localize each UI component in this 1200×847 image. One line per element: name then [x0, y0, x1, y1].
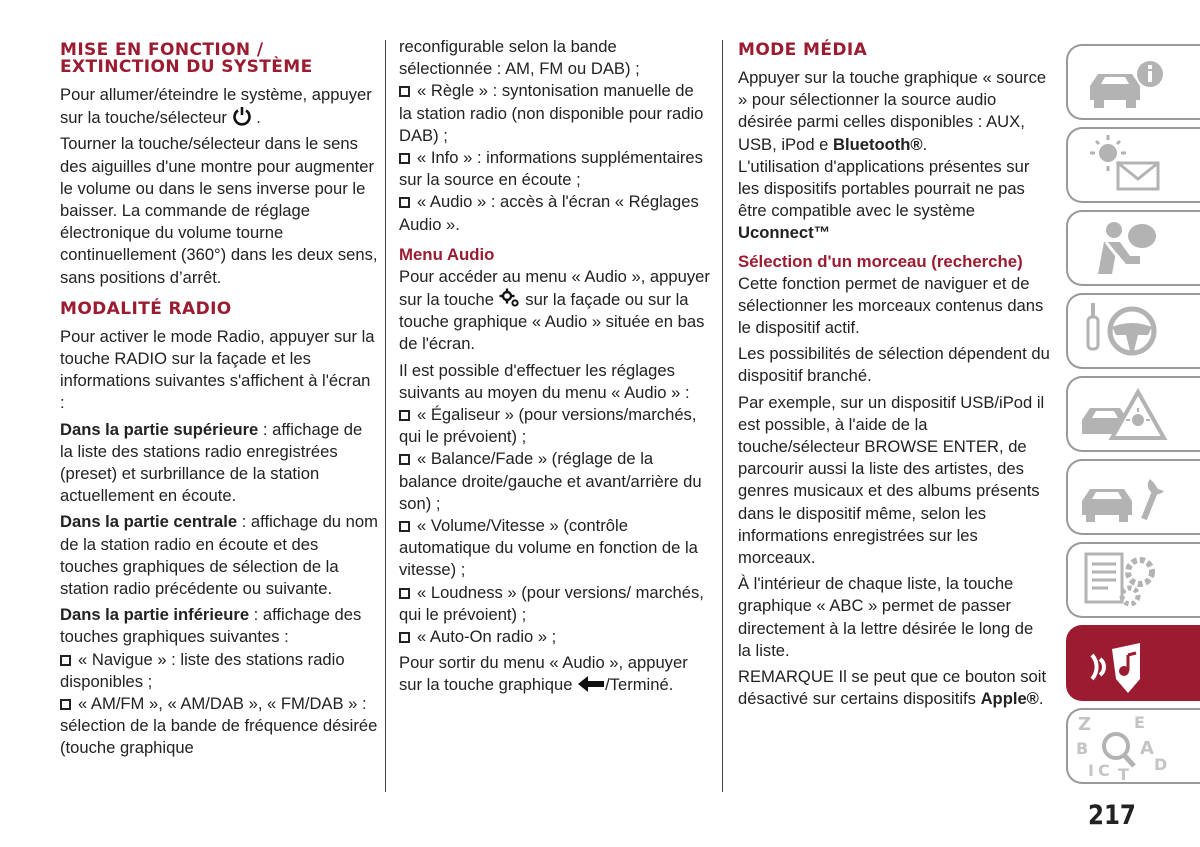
bullet-box-icon — [399, 197, 410, 208]
key-steering-icon — [1068, 295, 1200, 367]
warning-car-icon — [1068, 378, 1200, 450]
tab-warning[interactable] — [1066, 376, 1200, 452]
paragraph: reconfigurable selon la bande sélectionnée : AM, FM ou DAB) ; — [399, 37, 640, 79]
bullet-box-icon — [399, 410, 410, 421]
paragraph: Pour activer le mode Radio, appuyer sur la touche RADIO sur la façade et les informations suivantes s'affichent à l'écran : — [60, 326, 375, 413]
tab-lights-message[interactable] — [1066, 127, 1200, 203]
index-letter: E — [1134, 713, 1145, 732]
index-letter: C — [1098, 761, 1110, 780]
multimedia-icon — [1068, 627, 1200, 699]
tab-seat-airbag[interactable] — [1066, 210, 1200, 286]
heading-menu-audio: Menu Audio — [399, 244, 495, 264]
paragraph: Pour allumer/éteindre le système, appuyer sur la touche/sélecteur . — [60, 85, 372, 128]
column-divider — [722, 40, 723, 792]
bullet-box-icon — [399, 521, 410, 532]
index-letter: Z — [1078, 714, 1092, 735]
tab-car-info[interactable] — [1066, 44, 1200, 120]
paragraph: REMARQUE Il se peut que ce bouton soit désactivé sur certains dispositifs Apple®. — [738, 667, 1047, 709]
power-icon — [232, 106, 252, 126]
paragraph: Les possibilités de sélection dépendent du dispositif branché. — [738, 344, 1050, 386]
paragraph: Dans la partie centrale : affichage du nom de la station radio en écoute et des touches graphiques de sélection de la station radio précédente ou suivante. — [60, 512, 378, 599]
index-letters-icon — [1068, 710, 1200, 782]
column-3 — [738, 36, 1050, 714]
index-letter: A — [1140, 738, 1154, 759]
bullet-box-icon — [399, 454, 410, 465]
bullet-box-icon — [399, 632, 410, 643]
list-item: « Auto-On radio » ; — [399, 626, 711, 648]
list-item: « Règle » : syntonisation manuelle de la station radio (non disponible pour radio DAB) ; — [399, 81, 704, 145]
paragraph: Par exemple, sur un dispositif USB/iPod il est possible, à l'aide de la touche/sélecteur BROWSE ENTER, de parcourir aussi la liste des artistes, des genres musicaux et des albums présents dans le dispositif même, selon les informations enregistrées sur les morceaux. — [738, 392, 1045, 568]
column-divider — [385, 40, 386, 792]
paragraph: Il est possible d'effectuer les réglages suivants au moyen du menu « Audio » : — [399, 360, 690, 402]
chapter-tabs — [1066, 44, 1200, 791]
heading-track-selection: Sélection d'un morceau (recherche) — [738, 251, 1023, 271]
tab-key-steering[interactable] — [1066, 293, 1200, 369]
paragraph: Pour accéder au menu « Audio », appuyer sur la touche sur la façade ou sur la touche graphique « Audio » située en bas de l'écran. — [399, 266, 710, 354]
index-letter: T — [1118, 765, 1129, 782]
car-info-icon — [1068, 46, 1200, 118]
specs-gear-icon — [1068, 544, 1200, 616]
tab-multimedia[interactable] — [1066, 625, 1200, 701]
list-item: « Navigue » : liste des stations radio disponibles ; — [60, 649, 345, 691]
list-item: « Info » : informations supplémentaires sur la source en écoute ; — [399, 148, 703, 190]
paragraph: Appuyer sur la touche graphique « source » pour sélectionner la source audio désirée parmi celles disponibles : AUX, USB, iPod e Bluetooth®. — [738, 68, 1047, 154]
list-item: « Égaliseur » (pour versions/marchés, qui le prévoient) ; — [399, 405, 697, 447]
paragraph: Cette fonction permet de naviguer et de sélectionner les morceaux contenus dans le dispositif actif. — [738, 273, 1044, 338]
column-2 — [399, 36, 711, 701]
column-1 — [60, 36, 378, 760]
list-item: « AM/FM », « AM/DAB », « FM/DAB » : sélection de la bande de fréquence désirée (touche graphique — [60, 694, 378, 758]
list-item: « Loudness » (pour versions/ marchés, qui le prévoient) ; — [399, 582, 704, 624]
index-letter: B — [1076, 739, 1089, 758]
heading-power-on-off: MISE EN FONCTION / EXTINCTION DU SYSTÈME — [60, 40, 313, 77]
bullet-box-icon — [399, 86, 410, 97]
back-arrow-icon — [577, 675, 605, 693]
bullet-box-icon — [60, 655, 71, 666]
index-letter: I — [1088, 761, 1094, 780]
index-letter: D — [1154, 755, 1168, 774]
page-number: 217 — [1088, 800, 1136, 831]
paragraph: Dans la partie supérieure : affichage de la liste des stations radio enregistrées (preset) et surbrillance de la station actuellement en écoute. — [60, 419, 363, 506]
tab-index[interactable] — [1066, 708, 1200, 784]
heading-radio-mode: MODALITÉ RADIO — [60, 298, 232, 319]
bullet-box-icon — [399, 588, 410, 599]
paragraph: À l'intérieur de chaque liste, la touche graphique « ABC » permet de passer directement à la lettre désirée le long de la liste. — [738, 574, 1034, 660]
tab-car-service[interactable] — [1066, 459, 1200, 535]
bullet-box-icon — [60, 699, 71, 710]
paragraph: Tourner la touche/sélecteur dans le sens des aiguilles d'une montre pour augmenter le volume ou dans le sens inverse pour le baisser. La commande de réglage électronique du volume tourne continuellement (360°) dans les deux sens, sans positions d’arrêt. — [60, 134, 378, 287]
settings-gear-icon — [499, 288, 521, 308]
list-item: « Volume/Vitesse » (contrôle automatique du volume en fonction de la vitesse) ; — [399, 516, 698, 580]
list-item: « Balance/Fade » (réglage de la balance droite/gauche et avant/arrière du son) ; — [399, 449, 702, 513]
paragraph: Dans la partie inférieure : affichage des touches graphiques suivantes : — [60, 605, 362, 647]
lights-message-icon — [1068, 129, 1200, 201]
paragraph: Pour sortir du menu « Audio », appuyer sur la touche graphique /Terminé. — [399, 653, 688, 695]
bullet-box-icon — [399, 153, 410, 164]
heading-media-mode: MODE MÉDIA — [738, 40, 868, 60]
car-service-icon — [1068, 461, 1200, 533]
list-item: « Audio » : accès à l'écran « Réglages Audio ». — [399, 192, 699, 234]
tab-specs[interactable] — [1066, 542, 1200, 618]
paragraph: L'utilisation d'applications présentes sur les dispositifs portables pourrait ne pas être compatible avec le système Uconnect™ — [738, 156, 1030, 243]
seat-airbag-icon — [1068, 212, 1200, 284]
